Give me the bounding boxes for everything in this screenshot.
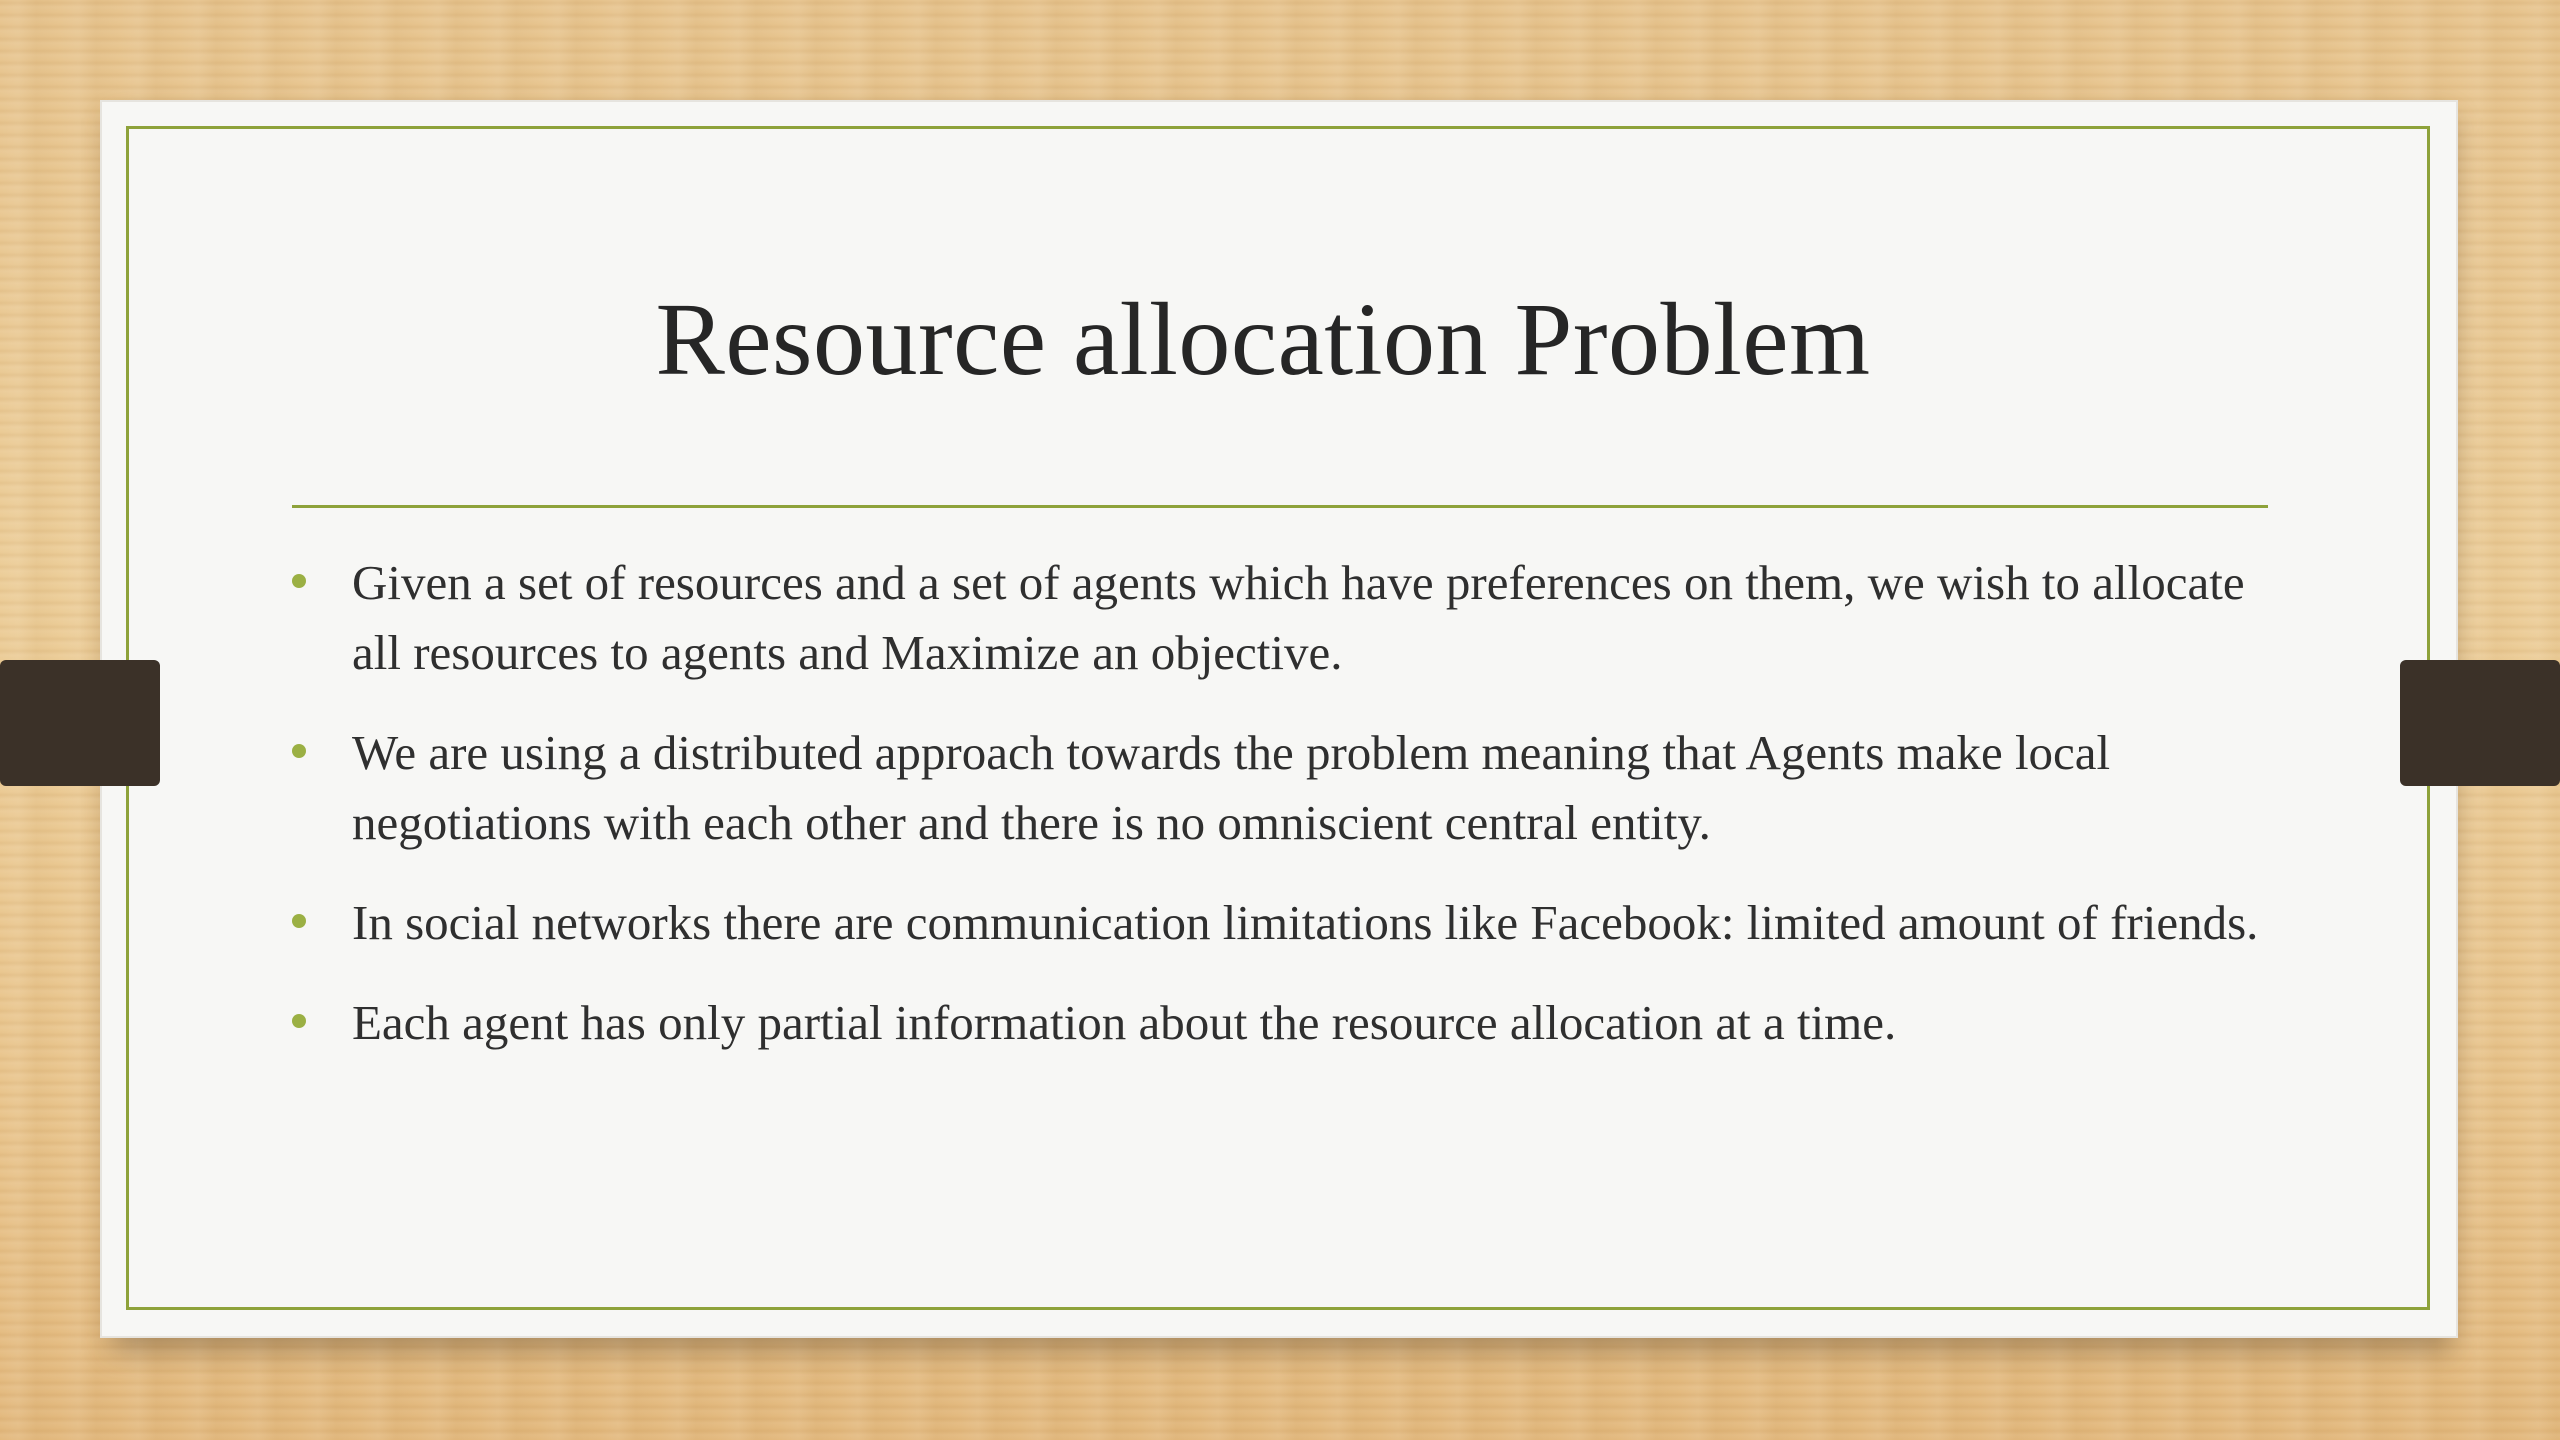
binder-clip-right bbox=[2400, 660, 2560, 786]
slide-title: Resource allocation Problem bbox=[655, 282, 1871, 397]
bullet-item bbox=[290, 988, 2280, 1058]
binder-clip-left bbox=[0, 660, 160, 786]
bullet-text: Each agent has only partial information about the resource allocation at a time. bbox=[352, 995, 1897, 1050]
bullet-dot-icon bbox=[292, 914, 306, 928]
bullet-item bbox=[290, 548, 2280, 688]
bullet-item bbox=[290, 718, 2280, 858]
title-divider bbox=[292, 505, 2268, 508]
bullet-text: In social networks there are communication limitations like Facebook: limited amount of friends. bbox=[352, 895, 2259, 950]
bullet-text: We are using a distributed approach towards the problem meaning that Agents make local negotiations with each other and there is no omniscient central entity. bbox=[352, 725, 2111, 850]
bullet-dot-icon bbox=[292, 1014, 306, 1028]
bullet-dot-icon bbox=[292, 574, 306, 588]
bullet-text: Given a set of resources and a set of agents which have preferences on them, we wish to allocate all resources to agents and Maximize an objective. bbox=[352, 555, 2245, 680]
bullet-list bbox=[290, 548, 2280, 1088]
bullet-item bbox=[290, 888, 2280, 958]
bullet-dot-icon bbox=[292, 744, 306, 758]
